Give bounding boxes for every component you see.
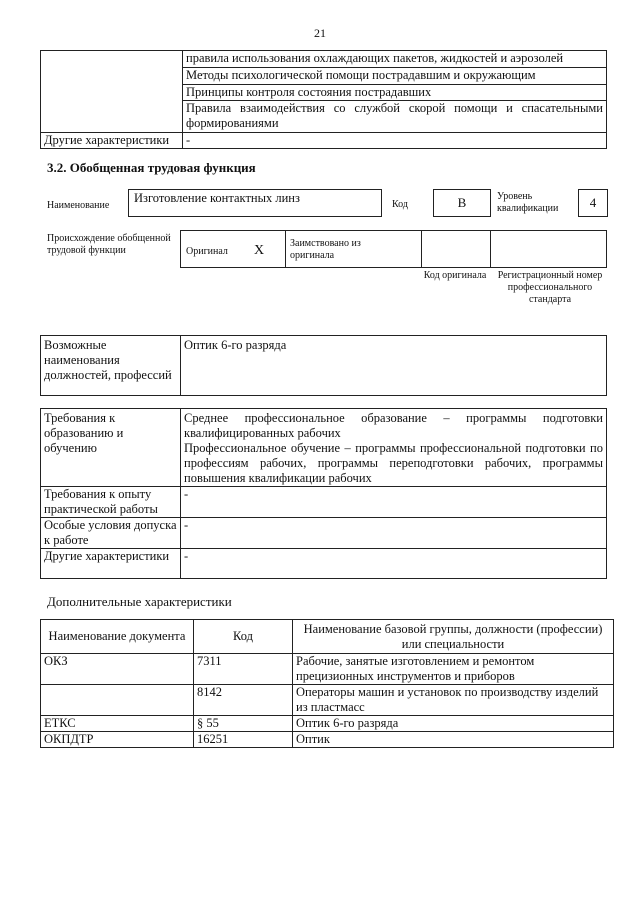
function-code-field: B xyxy=(433,189,491,217)
origin-box xyxy=(180,230,607,268)
requirements-table xyxy=(40,408,607,579)
table-cell: 8142 xyxy=(194,685,293,716)
table-cell: Рабочие, занятые изготовлением и ремонтом прецизионных инструментов и приборов xyxy=(293,654,614,685)
header-code: Код xyxy=(194,620,293,654)
education-label: Требования к образованию и обучению xyxy=(41,409,181,487)
table-cell: Оптик xyxy=(293,732,614,748)
name-label: Наименование xyxy=(47,200,110,211)
table-cell: ЕТКС xyxy=(41,716,194,732)
section-title: 3.2. Обобщенная трудовая функция xyxy=(47,160,256,175)
reg-number-caption: Регистрационный номер профессионального стандарта xyxy=(497,270,603,305)
education-line: Профессиональное обучение – программы профессиональной подготовки по профессиям рабочих, программы переподготовки рабочих, программы повышения квалификации рабочих xyxy=(184,441,603,485)
top-table-row: Принципы контроля состояния пострадавших xyxy=(183,85,607,101)
table-cell: § 55 xyxy=(194,716,293,732)
other-characteristics-value: - xyxy=(183,133,607,149)
experience-label: Требования к опыту практической работы xyxy=(41,487,181,518)
positions-value: Оптик 6-го разряда xyxy=(181,336,607,396)
top-table xyxy=(40,50,607,149)
original-mark: X xyxy=(254,243,265,258)
code-label: Код xyxy=(392,199,408,210)
additional-title: Дополнительные характеристики xyxy=(47,594,232,609)
top-table-row: правила использования охлаждающих пакетов, жидкостей и аэрозолей xyxy=(183,51,607,68)
positions-label: Возможные наименования должностей, профессий xyxy=(41,336,181,396)
other-characteristics-value: - xyxy=(181,549,607,579)
table-cell: ОКЗ xyxy=(41,654,194,685)
positions-table xyxy=(40,335,607,396)
education-value xyxy=(181,409,607,487)
level-label: Уровень квалификации xyxy=(497,191,559,214)
other-characteristics-label: Другие характеристики xyxy=(41,549,181,579)
admission-conditions-label: Особые условия допуска к работе xyxy=(41,518,181,549)
header-group: Наименование базовой группы, должности (профессии) или специальности xyxy=(293,620,614,654)
additional-table xyxy=(40,619,614,748)
page-number: 21 xyxy=(314,26,326,40)
other-characteristics-label: Другие характеристики xyxy=(41,133,183,149)
function-name-field: Изготовление контактных линз xyxy=(128,189,382,217)
level-field: 4 xyxy=(578,189,608,217)
origin-label: Происхождение обобщенной трудовой функции xyxy=(47,233,171,256)
table-cell xyxy=(41,685,194,716)
code-original-caption: Код оригинала xyxy=(423,270,487,281)
header-document: Наименование документа xyxy=(41,620,194,654)
table-cell: 7311 xyxy=(194,654,293,685)
table-cell: Операторы машин и установок по производству изделий из пластмасс xyxy=(293,685,614,716)
top-table-row: Правила взаимодействия со службой скорой помощи и спасательными формированиями xyxy=(183,101,607,133)
table-cell: Оптик 6-го разряда xyxy=(293,716,614,732)
admission-conditions-value: - xyxy=(181,518,607,549)
table-cell: ОКПДТР xyxy=(41,732,194,748)
education-line: Среднее профессиональное образование – программы подготовки квалифицированных рабочих xyxy=(184,411,603,440)
borrowed-label: Заимствовано из оригинала xyxy=(290,238,361,261)
original-label: Оригинал xyxy=(186,246,228,257)
table-cell: 16251 xyxy=(194,732,293,748)
top-table-row: Методы психологической помощи пострадавшим и окружающим xyxy=(183,68,607,85)
top-table-empty-cell xyxy=(41,51,183,133)
experience-value: - xyxy=(181,487,607,518)
